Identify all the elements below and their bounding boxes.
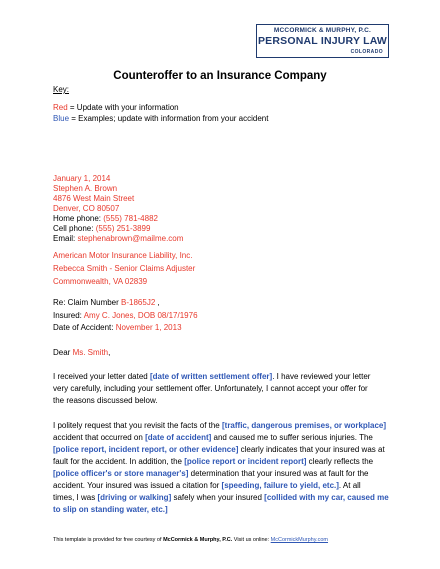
para2-line8: to slip on standing water, etc.] — [53, 505, 168, 514]
para2-text: determination that your insured was at fault for the — [188, 469, 369, 478]
para2-line7 — [53, 492, 389, 504]
claim-number-line — [53, 297, 160, 309]
para2-text: . At all — [338, 481, 361, 490]
para2-line4 — [53, 456, 373, 468]
accident-type-placeholder: [traffic, dangerous premises, or workplace] — [221, 421, 387, 430]
para2-text: safely when your insured — [171, 493, 265, 502]
key-blue-line — [53, 113, 268, 125]
recipient-company: American Motor Insurance Liability, Inc. — [53, 251, 193, 260]
para2-line5 — [53, 468, 369, 480]
sender-email — [53, 233, 183, 245]
key-red-text: = Update with your information — [67, 103, 179, 112]
para2-text: clearly indicates that your insured was at — [238, 445, 385, 454]
para2-text: accident that occurred on — [53, 433, 146, 442]
officer-placeholder: [police officer's or store manager's] — [53, 469, 189, 478]
cell-phone-value: (555) 251-3899 — [95, 224, 151, 233]
evidence-placeholder: [police report, incident report, or other evidence] — [53, 445, 239, 454]
document-title: Counteroffer to an Insurance Company — [113, 70, 327, 82]
recipient-city: Commonwealth, VA 02839 — [53, 277, 148, 286]
accident-date-placeholder: [date of accident] — [145, 433, 212, 442]
logo-tagline: PERSONAL INJURY LAW — [257, 35, 388, 47]
logo-firm-name: MCCORMICK & MURPHY, P.C. — [273, 27, 372, 34]
para2-text: I politely request that you revisit the facts of the — [53, 421, 222, 430]
para1-line1 — [53, 371, 370, 383]
accident-date-value: November 1, 2013 — [115, 323, 182, 332]
salutation-name: Ms. Smith — [72, 348, 109, 357]
cell-phone-label: Cell phone: — [53, 224, 96, 233]
para2-line3 — [53, 444, 385, 456]
claim-value: B-1865J2 — [121, 298, 156, 307]
firm-logo — [256, 24, 389, 58]
sender-name: Stephen A. Brown — [53, 184, 118, 193]
para2-text: accident. Your insured was issued a citation for — [53, 481, 222, 490]
para2-text: clearly reflects the — [306, 457, 374, 466]
report-placeholder: [police report or incident report] — [184, 457, 307, 466]
para2-line1 — [53, 420, 386, 432]
para1-line3: the reasons discussed below. — [53, 396, 158, 405]
home-phone-label: Home phone: — [53, 214, 104, 223]
sender-street: 4876 West Main Street — [53, 194, 135, 203]
para2-text: fault for the accident. In addition, the — [53, 457, 185, 466]
footer-visit: Visit us online: — [232, 537, 271, 543]
citation-placeholder: [speeding, failure to yield, etc.] — [221, 481, 339, 490]
sender-city: Denver, CO 80507 — [53, 204, 120, 213]
para2-text: and caused me to suffer serious injuries. The — [211, 433, 373, 442]
accident-date-label: Date of Accident: — [53, 323, 116, 332]
insured-label: Insured: — [53, 311, 84, 320]
home-phone-value: (555) 781-4882 — [103, 214, 158, 223]
salutation-prefix: Dear — [53, 348, 73, 357]
incident-placeholder: [collided with my car, caused me — [264, 493, 389, 502]
settlement-date-placeholder: [date of written settlement offer] — [149, 372, 273, 381]
footer-firm: McCormick & Murphy, P.C. — [163, 537, 233, 543]
travel-mode-placeholder: [driving or walking] — [97, 493, 172, 502]
para2-line6 — [53, 480, 361, 492]
para2-line2 — [53, 432, 373, 444]
para1-text: I received your letter dated — [53, 372, 150, 381]
key-blue-label: Blue — [53, 114, 70, 123]
insured-value: Amy C. Jones, DOB 08/17/1976 — [83, 311, 198, 320]
key-blue-text: = Examples; update with information from your accident — [69, 114, 269, 123]
para1-text: . I have reviewed your letter — [272, 372, 371, 381]
claim-label: Re: Claim Number — [53, 298, 122, 307]
para1-line2: very carefully, including your settlement offer. Unfortunately, I cannot accept your offer for — [53, 384, 368, 393]
para2-text: times, I was — [53, 493, 98, 502]
footer-website-link[interactable]: McCormickMurphy.com — [270, 537, 329, 543]
insured-line — [53, 310, 198, 322]
salutation — [53, 347, 110, 359]
email-value: stephenabrown@mailme.com — [77, 234, 184, 243]
footer — [53, 537, 328, 543]
footer-text: This template is provided for free courtesy of — [53, 537, 164, 543]
email-label: Email: — [53, 234, 78, 243]
letter-date: January 1, 2014 — [53, 174, 111, 183]
salutation-suffix: , — [108, 348, 111, 357]
accident-date-line — [53, 322, 182, 334]
key-red-label: Red — [53, 103, 68, 112]
recipient-person: Rebecca Smith - Senior Claims Adjuster — [53, 264, 196, 273]
claim-after: , — [155, 298, 160, 307]
key-heading: Key: — [53, 85, 70, 94]
logo-state: COLORADO — [350, 49, 383, 55]
